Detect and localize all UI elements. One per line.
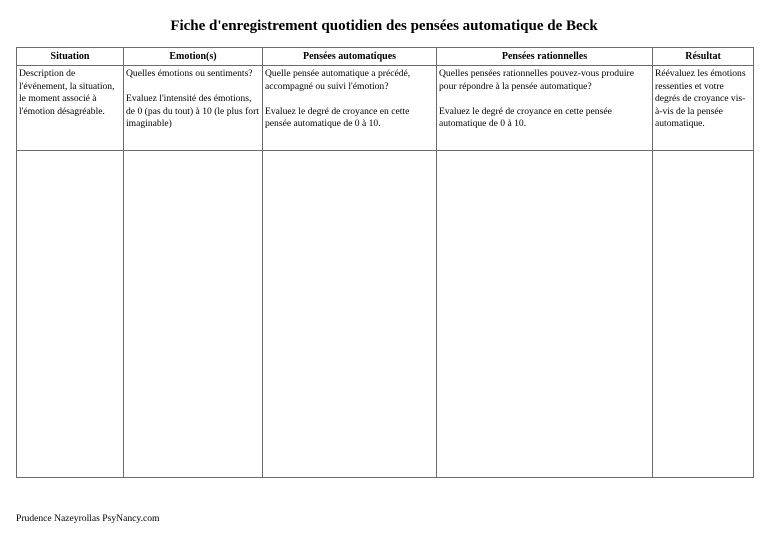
entry-cell-situation[interactable] xyxy=(17,151,124,478)
paragraph-gap xyxy=(265,93,434,106)
instruction-automatic-thoughts xyxy=(263,66,437,151)
instruction-emotions xyxy=(124,66,263,151)
footer-credit: Prudence Nazeyrollas PsyNancy.com xyxy=(16,513,160,524)
paragraph-gap xyxy=(126,81,260,94)
instruction-result-text: Réévaluez les émotions ressenties et votre degrés de croyance vis-à-vis de la pensée automatique. xyxy=(655,68,746,129)
instruction-rational-rating: Evaluez le degré de croyance en cette pensée automatique de 0 à 10. xyxy=(439,105,612,129)
instruction-rational-thoughts xyxy=(437,66,653,151)
instruction-emotions-question: Quelles émotions ou sentiments? xyxy=(126,68,253,79)
column-header-emotions: Emotion(s) xyxy=(124,48,263,66)
instruction-rational-question: Quelles pensées rationnelles pouvez-vous produire pour répondre à la pensée automatique? xyxy=(439,68,635,92)
instruction-situation xyxy=(17,66,124,151)
column-header-situation: Situation xyxy=(17,48,124,66)
column-header-automatic-thoughts: Pensées automatiques xyxy=(263,48,437,66)
document-title: Fiche d'enregistrement quotidien des pensées automatique de Beck xyxy=(170,18,598,34)
entry-row xyxy=(17,151,754,478)
instruction-automatic-rating: Evaluez le degré de croyance en cette pensée automatique de 0 à 10. xyxy=(265,105,410,129)
column-header-result: Résultat xyxy=(653,48,754,66)
instructions-row xyxy=(17,66,754,151)
entry-cell-rational-thoughts[interactable] xyxy=(437,151,653,478)
entry-cell-emotions[interactable] xyxy=(124,151,263,478)
instruction-emotions-rating: Evaluez l'intensité des émotions, de 0 (pas du tout) à 10 (le plus fort imaginable) xyxy=(126,93,259,129)
instruction-automatic-question: Quelle pensée automatique a précédé, accompagné ou suivi l'émotion? xyxy=(265,68,411,92)
column-header-rational-thoughts: Pensées rationnelles xyxy=(437,48,653,66)
entry-cell-automatic-thoughts[interactable] xyxy=(263,151,437,478)
paragraph-gap xyxy=(439,93,650,106)
entry-cell-result[interactable] xyxy=(653,151,754,478)
thought-record-table xyxy=(16,47,754,478)
header-row xyxy=(17,48,754,66)
instruction-situation-text: Description de l'événement, la situation, le moment associé à l'émotion désagréable. xyxy=(19,68,115,117)
instruction-result xyxy=(653,66,754,151)
